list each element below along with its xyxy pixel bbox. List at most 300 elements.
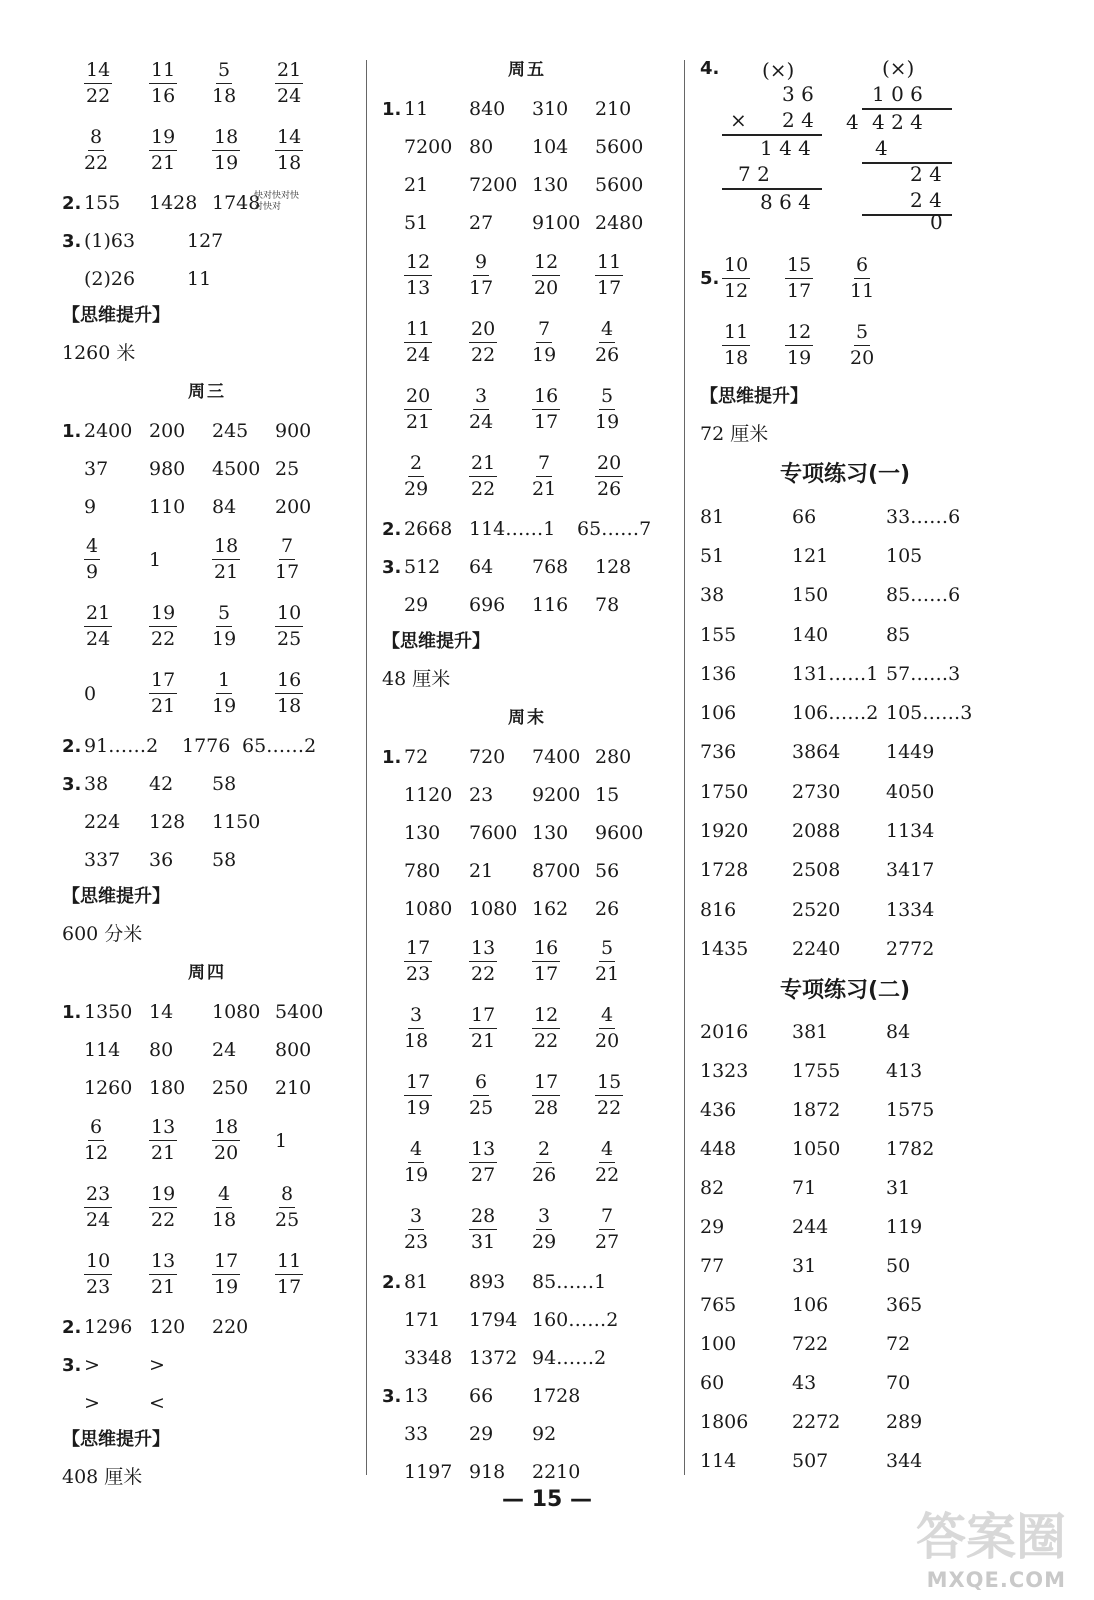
answer-value: 2240 [792, 937, 841, 960]
fraction-denominator: 19 [595, 411, 620, 433]
quotient: 1 0 6 [872, 82, 923, 106]
answer-cell [886, 576, 960, 615]
fraction-denominator: 17 [275, 561, 300, 583]
fraction-denominator: 24 [277, 85, 302, 107]
answer-value: 200 [275, 496, 312, 518]
answer-cell [595, 1062, 623, 1129]
thinking-label: 【思维提升】 [62, 886, 170, 907]
answer-value: 1050 [792, 1138, 841, 1161]
answer-cell [212, 993, 260, 1031]
answer-value: 36 [149, 849, 174, 871]
answer-value: 11 [187, 268, 212, 290]
answer-cell [595, 242, 623, 309]
answer-cell [212, 1308, 248, 1346]
answer-cell [700, 1247, 724, 1286]
answer-cell [469, 1301, 517, 1339]
answer-row [62, 593, 352, 660]
fraction [404, 1140, 428, 1185]
answer-value: > [84, 1392, 100, 1414]
answer-cell [469, 309, 497, 376]
fraction-denominator: 18 [277, 695, 302, 717]
answer-cell [595, 548, 631, 586]
answer-value: 1794 [469, 1309, 518, 1331]
fraction [149, 61, 177, 106]
answer-row [700, 1247, 990, 1286]
answer-cell [469, 586, 505, 624]
answer-value: 7600 [469, 822, 518, 844]
answer-value: 2400 [84, 420, 133, 442]
fraction-denominator: 20 [214, 1142, 239, 1164]
answer-value: 29 [700, 1216, 725, 1239]
question-number: 5. [700, 268, 720, 289]
answer-cell [149, 488, 185, 526]
answer-cell [886, 851, 934, 890]
answer-cell [404, 814, 440, 852]
fraction [404, 253, 432, 298]
answer-cell [792, 1247, 816, 1286]
answer-row [382, 128, 672, 166]
fraction-numerator: 21 [469, 454, 497, 477]
answer-cell [212, 1241, 240, 1308]
answer-cell [212, 1107, 240, 1174]
fraction [595, 320, 619, 365]
answer-cell [275, 1069, 311, 1107]
fraction-numerator: 11 [722, 323, 750, 346]
answer-value: 2668 [404, 518, 453, 540]
fraction-numerator: 2 [408, 454, 424, 477]
answer-cell [84, 526, 100, 593]
answer-cell [212, 50, 236, 117]
answer-cell [469, 738, 505, 776]
fraction [149, 1185, 177, 1230]
answer-cell [469, 1339, 517, 1377]
fraction-numerator: 17 [469, 1006, 497, 1029]
fraction-numerator: 17 [532, 1073, 560, 1096]
fraction-denominator: 26 [532, 1164, 557, 1186]
answer-cell [792, 890, 840, 929]
answer-value: 57……3 [886, 662, 961, 685]
fraction-numerator: 12 [404, 253, 432, 276]
fraction-numerator: 13 [469, 1140, 497, 1163]
answer-cell [532, 995, 560, 1062]
fraction-numerator: 16 [532, 387, 560, 410]
fraction [84, 1185, 112, 1230]
answer-value: 160……2 [532, 1309, 619, 1331]
answer-cell [532, 1301, 618, 1339]
answer-value: 780 [404, 860, 441, 882]
answer-cell [212, 1174, 236, 1241]
fraction-numerator: 17 [404, 939, 432, 962]
fraction [212, 1185, 236, 1230]
answer-row [382, 1377, 672, 1415]
fraction-numerator: 17 [149, 671, 177, 694]
answer-cell [84, 1308, 132, 1346]
answer-value: 85 [886, 623, 911, 646]
answer-value: 280 [595, 746, 632, 768]
answer-cell [700, 1208, 724, 1247]
answer-value: 51 [404, 212, 429, 234]
answer-cell [404, 1196, 428, 1263]
answer-value: 696 [469, 594, 506, 616]
answer-value: 2520 [792, 898, 841, 921]
fraction-denominator: 18 [212, 1209, 237, 1231]
answer-value: (2)26 [84, 268, 136, 290]
fraction [532, 1006, 560, 1051]
answer-cell [84, 1241, 112, 1308]
answer-cell [469, 90, 505, 128]
fraction-numerator: 18 [212, 128, 240, 151]
fraction [532, 939, 560, 984]
answer-cell [792, 1325, 828, 1364]
fraction-denominator: 22 [84, 152, 109, 174]
answer-row [62, 727, 352, 765]
answer-row [700, 1130, 990, 1169]
fraction-numerator: 10 [275, 604, 303, 627]
answer-cell [595, 995, 619, 1062]
answer-cell [792, 851, 840, 890]
answer-cell [700, 1403, 748, 1442]
answer-row [62, 1241, 352, 1308]
answer-cell [595, 90, 631, 128]
fraction [212, 671, 236, 716]
answer-cell [469, 242, 493, 309]
fraction-denominator: 19 [406, 1097, 431, 1119]
fraction [275, 537, 299, 582]
answer-value: 155 [84, 192, 121, 214]
answer-row [382, 443, 672, 510]
fraction-denominator: 16 [151, 85, 176, 107]
answer-cell [404, 1415, 428, 1453]
answer-value: 81 [700, 505, 725, 528]
answer-cell [595, 376, 619, 443]
answer-value: 220 [212, 1316, 249, 1338]
answer-cell [212, 1069, 248, 1107]
answer-value: 800 [275, 1039, 312, 1061]
fraction [595, 1140, 619, 1185]
answer-value: 105 [886, 544, 923, 567]
fraction-numerator: 5 [216, 61, 232, 84]
answer-cell [886, 890, 934, 929]
answer-cell [469, 548, 493, 586]
answer-cell [886, 497, 960, 536]
fraction-denominator: 22 [471, 963, 496, 985]
fraction-numerator: 19 [149, 128, 177, 151]
fraction [722, 323, 750, 368]
fraction [595, 387, 619, 432]
answer-cell [700, 811, 748, 850]
fraction-numerator: 11 [404, 320, 432, 343]
answer-row [62, 1346, 352, 1384]
answer-row [62, 993, 352, 1031]
answer-cell [149, 50, 177, 117]
multiplicand: 3 6 [782, 82, 814, 106]
answer-cell [404, 1129, 428, 1196]
fraction-denominator: 23 [404, 1231, 429, 1253]
answer-cell [532, 443, 556, 510]
answer-row [62, 526, 352, 593]
partial-product: 1 4 4 [760, 136, 811, 160]
answer-cell [785, 312, 813, 379]
answer-cell [404, 242, 432, 309]
answer-row [382, 852, 672, 890]
answer-row [382, 204, 672, 242]
answer-cell [886, 1208, 922, 1247]
fraction [84, 61, 112, 106]
question-number: 2. [62, 192, 82, 214]
fraction [275, 604, 303, 649]
answer-value: 722 [792, 1333, 829, 1356]
answer-cell [469, 928, 497, 995]
answer-value: 130 [532, 174, 569, 196]
answer-value: 210 [595, 98, 632, 120]
fraction-denominator: 12 [724, 280, 749, 302]
answer-cell [149, 1241, 177, 1308]
answer-value: 365 [886, 1294, 923, 1317]
fraction [84, 1118, 108, 1163]
fraction-numerator: 12 [532, 1006, 560, 1029]
answer-cell [275, 1241, 303, 1308]
fraction-numerator: 17 [212, 1252, 240, 1275]
answer-cell [595, 443, 623, 510]
fraction-denominator: 18 [277, 152, 302, 174]
question-number: 4. [700, 58, 720, 79]
answer-value: 136 [700, 662, 737, 685]
answer-column-3 [700, 50, 990, 1485]
answer-value: 1080 [469, 898, 518, 920]
fraction-denominator: 25 [469, 1097, 494, 1119]
answer-cell [242, 727, 316, 765]
answer-row [62, 841, 352, 879]
fraction-numerator: 20 [469, 320, 497, 343]
answer-cell [84, 803, 120, 841]
answer-cell [469, 1129, 497, 1196]
answer-cell [700, 772, 748, 811]
fraction-numerator: 3 [408, 1006, 424, 1029]
answer-value: 1296 [84, 1316, 133, 1338]
answer-cell [886, 929, 934, 968]
answer-value: 65……7 [577, 518, 652, 540]
answer-cell [84, 593, 112, 660]
fraction-numerator: 6 [473, 1073, 489, 1096]
answer-value: 720 [469, 746, 506, 768]
fraction-denominator: 22 [151, 628, 176, 650]
answer-cell [722, 312, 750, 379]
answer-value: 180 [149, 1077, 186, 1099]
fraction [404, 1006, 428, 1051]
answer-cell [149, 841, 173, 879]
answer-row [62, 1107, 352, 1174]
answer-cell [404, 128, 452, 166]
answer-cell [532, 776, 580, 814]
question-number: 1. [382, 746, 402, 768]
answer-cell [532, 204, 580, 242]
answer-cell [149, 1069, 185, 1107]
fraction [722, 256, 750, 301]
fraction [785, 323, 813, 368]
answer-cell [792, 772, 840, 811]
answer-value: 224 [84, 811, 121, 833]
answer-cell [212, 412, 248, 450]
answer-cell [886, 1247, 910, 1286]
answer-value: 66 [469, 1385, 494, 1407]
answer-cell [149, 593, 177, 660]
answer-cell [212, 450, 260, 488]
fraction [469, 1140, 497, 1185]
answer-cell [886, 811, 934, 850]
answer-value: 5600 [595, 136, 644, 158]
answer-cell [404, 738, 428, 776]
answer-value: 1782 [886, 1138, 935, 1161]
question-number: 3. [382, 1385, 402, 1407]
answer-value: 70 [886, 1372, 911, 1395]
answer-cell [595, 204, 643, 242]
answer-value: 80 [469, 136, 494, 158]
answer-cell [469, 376, 493, 443]
fraction-numerator: 18 [212, 537, 240, 560]
answer-cell [792, 1208, 828, 1247]
answer-value: 9200 [532, 784, 581, 806]
answer-value: 14 [149, 1001, 174, 1023]
answer-cell [792, 1091, 840, 1130]
answer-cell [84, 1384, 100, 1422]
fraction-denominator: 27 [595, 1231, 620, 1253]
fraction-numerator: 21 [84, 604, 112, 627]
question-number: 2. [382, 518, 402, 540]
answer-cell [84, 841, 120, 879]
answer-cell [275, 450, 299, 488]
remainder-step: 2 4 [910, 162, 942, 186]
answer-row [62, 222, 352, 260]
fraction-denominator: 17 [534, 963, 559, 985]
answer-cell [700, 1052, 748, 1091]
answer-value: 1750 [700, 780, 749, 803]
answer-row [700, 1052, 990, 1091]
dividend: 4 2 4 [872, 110, 923, 134]
answer-cell [469, 510, 555, 548]
answer-row [382, 1196, 672, 1263]
answer-value: 140 [792, 623, 829, 646]
answer-row [62, 1174, 352, 1241]
answer-row [62, 184, 352, 222]
thinking-answer: 600 分米 [62, 923, 143, 945]
answer-value: 21 [404, 174, 429, 196]
answer-cell [785, 245, 813, 312]
fraction [212, 604, 236, 649]
fraction [84, 604, 112, 649]
thinking-label: 【思维提升】 [62, 1429, 170, 1450]
answer-cell [469, 128, 493, 166]
answer-value: 1748 [212, 192, 261, 214]
question-number: 3. [382, 556, 402, 578]
answer-value: 210 [275, 1077, 312, 1099]
answer-value: (1)63 [84, 230, 136, 252]
section-title: 周末 [508, 708, 546, 728]
answer-cell [792, 733, 840, 772]
fraction-numerator: 17 [404, 1073, 432, 1096]
answer-cell [275, 1107, 287, 1174]
answer-cell [700, 1130, 736, 1169]
fraction-denominator: 19 [787, 347, 812, 369]
answer-value: 130 [532, 822, 569, 844]
section-title: 周三 [188, 382, 226, 402]
answer-value: 2480 [595, 212, 644, 234]
answer-cell [532, 166, 568, 204]
answer-cell [886, 1169, 910, 1208]
section-title: 周五 [508, 60, 546, 80]
answer-value: 92 [532, 1423, 557, 1445]
answer-cell [149, 450, 185, 488]
answer-value: 2730 [792, 780, 841, 803]
answer-cell [532, 586, 568, 624]
answer-value: 26 [595, 898, 620, 920]
answer-cell [469, 1453, 505, 1491]
answer-cell [792, 693, 878, 732]
fraction [469, 454, 497, 499]
fraction-numerator: 21 [275, 61, 303, 84]
answer-value: 1 [149, 548, 162, 571]
answer-cell [532, 738, 580, 776]
answer-cell [84, 222, 135, 260]
answer-value: 7200 [404, 136, 453, 158]
answer-row [382, 548, 672, 586]
product: 8 6 4 [760, 190, 811, 214]
answer-row [62, 50, 352, 117]
fraction-denominator: 24 [86, 628, 111, 650]
answer-value: 38 [700, 584, 725, 607]
answer-cell [886, 615, 910, 654]
answer-cell [149, 1346, 165, 1384]
answer-cell [886, 772, 934, 811]
answer-cell [149, 1308, 185, 1346]
fraction [404, 387, 432, 432]
answer-value: 1806 [700, 1411, 749, 1434]
answer-value: 84 [886, 1021, 911, 1044]
answer-cell [469, 166, 517, 204]
answer-cell [700, 1013, 748, 1052]
fraction [469, 1006, 497, 1051]
fraction-denominator: 17 [787, 280, 812, 302]
answer-cell [886, 1130, 934, 1169]
fraction-denominator: 21 [214, 561, 239, 583]
answer-row [700, 811, 990, 850]
answer-value: 1197 [404, 1461, 453, 1483]
answer-value: 2272 [792, 1411, 841, 1434]
answer-cell [532, 1129, 556, 1196]
fraction-denominator: 19 [212, 695, 237, 717]
answer-row [62, 660, 352, 727]
answer-value: 1728 [700, 859, 749, 882]
section-title: 周四 [188, 963, 226, 983]
answer-cell [275, 50, 303, 117]
answer-column-2 [382, 50, 672, 1485]
fraction-denominator: 23 [406, 963, 431, 985]
answer-cell [469, 995, 497, 1062]
fraction [275, 128, 303, 173]
answer-value: 816 [700, 898, 737, 921]
answer-cell [404, 548, 440, 586]
answer-value: 507 [792, 1450, 829, 1473]
fraction-denominator: 19 [532, 344, 557, 366]
column-divider-2 [684, 60, 685, 1475]
answer-cell [792, 929, 840, 968]
answer-value: 42 [149, 773, 174, 795]
fraction-numerator: 11 [595, 253, 623, 276]
answer-cell [84, 1174, 112, 1241]
answer-value: 893 [469, 1271, 506, 1293]
answer-cell [595, 814, 643, 852]
fraction-numerator: 3 [536, 1207, 552, 1230]
answer-cell [404, 510, 452, 548]
